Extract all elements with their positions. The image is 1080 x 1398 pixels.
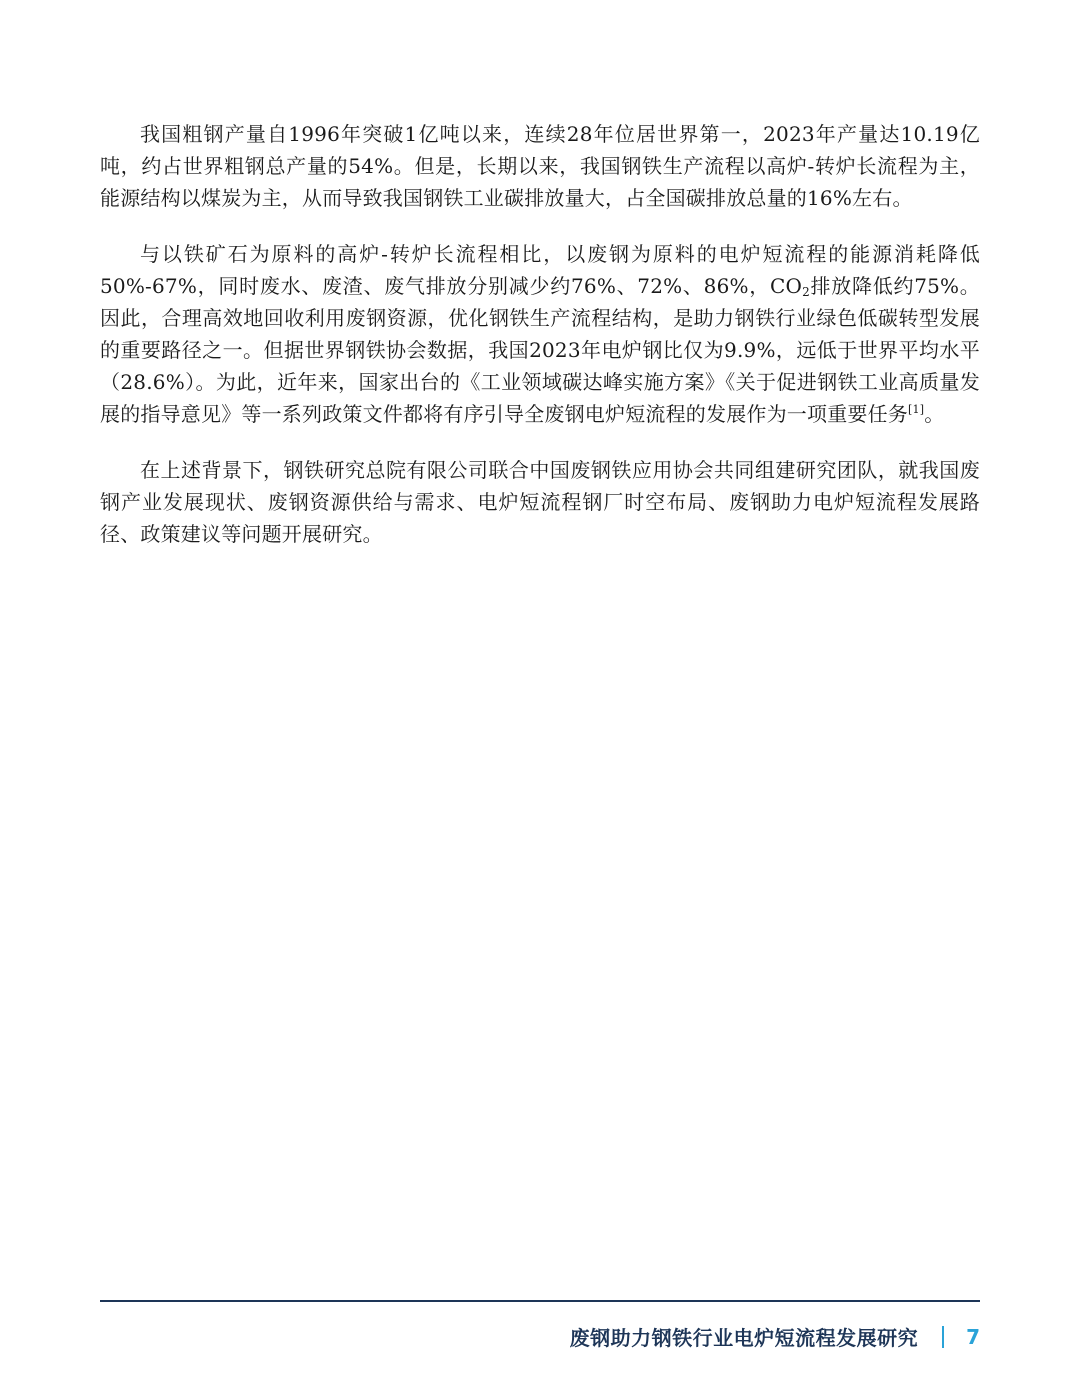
- page-number: 7: [966, 1324, 980, 1349]
- paragraph-2-part-a: 与以铁矿石为原料的高炉-转炉长流程相比，以废钢为原料的电炉短流程的能源消耗降低50%-67%，同时废水、废渣、废气排放分别减少约76%、72%、86%，CO: [100, 242, 980, 298]
- paragraph-2-end: 。: [924, 402, 945, 426]
- co2-subscript: 2: [802, 285, 810, 299]
- paragraph-2-part-b: 排放降低约75%。因此，合理高效地回收利用废钢资源，优化钢铁生产流程结构，是助力钢铁行业绿色低碳转型发展的重要路径之一。但据世界钢铁协会数据，我国2023年电炉钢比仅为9.9%，远低于世界平均水平（28.6%）。为此，近年来，国家出台的《工业领域碳达峰实施方案》《关于促进钢铁工业高质量发展的指导意见》等一系列政策文件都将有序引导全废钢电炉短流程的发展作为一项重要任务: [100, 274, 980, 426]
- paragraph-3: 在上述背景下，钢铁研究总院有限公司联合中国废钢铁应用协会共同组建研究团队，就我国废钢产业发展现状、废钢资源供给与需求、电炉短流程钢厂时空布局、废钢助力电炉短流程发展路径、政策建议等问题开展研究。: [100, 458, 980, 546]
- page-footer: [570, 1322, 980, 1351]
- main-content: [100, 118, 980, 574]
- footer-separator: [942, 1326, 944, 1348]
- reference-mark[interactable]: [1]: [908, 403, 925, 416]
- paragraph-2: [100, 238, 980, 430]
- footer-divider: [100, 1300, 980, 1302]
- paragraph-1: 我国粗钢产量自1996年突破1亿吨以来，连续28年位居世界第一，2023年产量达10.19亿吨，约占世界粗钢总产量的54%。但是，长期以来，我国钢铁生产流程以高炉-转炉长流程为主，能源结构以煤炭为主，从而导致我国钢铁工业碳排放量大，占全国碳排放总量的16%左右。: [100, 122, 980, 210]
- footer-title: 废钢助力钢铁行业电炉短流程发展研究: [569, 1326, 919, 1350]
